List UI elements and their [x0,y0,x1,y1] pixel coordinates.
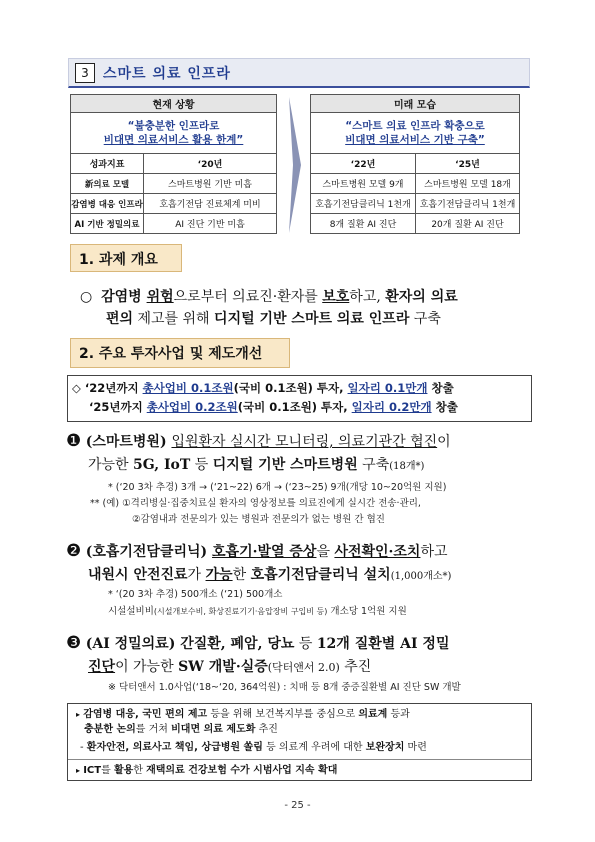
investment-summary-box [67,375,532,422]
heading-key-investments: 2. 주요 투자사업 및 제도개선 [70,338,290,368]
section-title: 스마트 의료 인프라 [103,66,231,82]
row-value-22: 호흡기전담클리닉 1천개 [311,194,416,214]
col-year-20: ‘20년 [144,154,277,174]
current-summary: “불충분한 인프라로 비대면 의료서비스 활용 한계” [71,113,277,154]
transition-arrow-icon [287,95,303,235]
bottom-line-3: - 환자안전, 의료사고 책임, 상급병원 쏠림 등 의료계 우려에 대한 보완장치 마련 [80,742,427,753]
item-smart-hospital: ❶ (스마트병원) 입원환자 실시간 모니터링, 의료기관간 협진이 가능한 5G, IoT 등 디지털 기반 스마트병원 구축(18개*) [66,431,451,473]
row-label: 新의료 모델 [71,174,144,194]
future-vision-table [310,94,520,234]
item-ai-precision: ❸ (AI 정밀의료) 간질환, 폐암, 당뇨 등 12개 질환별 AI 정밀 진단이 가능한 SW 개발·실증(닥터앤서 2.0) 추진 [66,633,450,675]
number-2-icon: ❷ [66,541,82,561]
page-number: - 25 - [284,800,311,811]
bottom-line-4: ▸ ICT를 활용한 재택의료 건강보험 수가 시범사업 지속 확대 [76,765,338,776]
current-header: 현재 상황 [71,95,277,113]
row-value-22: 스마트병원 모델 9개 [311,174,416,194]
regulatory-reform-box [67,703,532,781]
row-value: AI 진단 기반 미흡 [144,214,277,234]
item2-note-1: * ‘(20 3차 추경) 500개소 (‘21) 500개소 [108,589,283,600]
future-header: 미래 모습 [311,95,520,113]
item1-note-1: * (‘20 3차 추경) 3개 → (‘21~22) 6개 → (‘23~25) 9개(개당 10~20억원 지원) [108,482,447,493]
overview-line-2: 편의 제고를 위해 디지털 기반 스마트 의료 인프라 구축 [106,311,441,327]
triangle-bullet-icon: ▸ [76,766,81,775]
bottom-line-2: 충분한 논의를 거쳐 비대면 의료 제도화 추진 [84,724,278,735]
row-value: 스마트병원 기반 미흡 [144,174,277,194]
item1-note-2: ** (예) ①격리병실·집중치료실 환자의 영상정보를 의료진에게 실시간 전송·관리, [90,498,421,509]
col-year-22: ‘22년 [311,154,416,174]
triangle-bullet-icon: ▸ [76,710,81,719]
investment-line-22: ◇ ‘22년까지 총사업비 0.1조원(국비 0.1조원) 투자, 일자리 0.1만개 창출 [72,381,454,395]
item1-note-3: ②감염내과 전문의가 있는 병원과 전문의가 없는 병원 간 협진 [132,514,385,525]
row-value-25: 스마트병원 모델 18개 [416,174,520,194]
bottom-line-1: ▸ 감염병 대응, 국민 편의 제고 등을 위해 보건복지부를 중심으로 의료계 등과 [76,709,410,720]
item-respiratory-clinic: ❷ (호흡기전담클리닉) 호흡기·발열 증상을 사전확인·조치하고 내원시 안전진료가 가능한 호흡기전담클리닉 설치(1,000개소*) [66,541,452,583]
heading-task-overview: 1. 과제 개요 [70,244,182,272]
future-summary: “스마트 의료 인프라 확충으로 비대면 의료서비스 기반 구축” [311,113,520,154]
col-label: 성과지표 [71,154,144,174]
row-value-22: 8개 질환 AI 진단 [311,214,416,234]
row-value: 호흡기전담 진료체계 미비 [144,194,277,214]
row-value-25: 호흡기전담클리닉 1천개 [416,194,520,214]
row-value-25: 20개 질환 AI 진단 [416,214,520,234]
item2-note-2: 시설설비비(시설개보수비, 화상진료기기·음압장비 구입비 등) 개소당 1억원 지원 [108,606,407,617]
col-year-25: ‘25년 [416,154,520,174]
overview-line-1: ○ 감염병 위험으로부터 의료진·환자를 보호하고, 환자의 의료 [80,289,458,305]
section-number: 3 [75,63,95,83]
investment-line-25: ‘25년까지 총사업비 0.2조원(국비 0.1조원) 투자, 일자리 0.2만개 창출 [89,400,458,414]
number-1-icon: ❶ [66,431,82,451]
section-title-bar [68,58,530,88]
number-3-icon: ❸ [66,633,82,653]
current-status-table [70,94,277,234]
row-label: 감염병 대응 인프라 [71,194,144,214]
item3-note-1: ※ 닥터앤서 1.0사업(‘18~‘20, 364억원) : 치매 등 8개 중증질환별 AI 진단 SW 개발 [108,682,461,693]
row-label: AI 기반 정밀의료 [71,214,144,234]
divider [68,759,531,760]
